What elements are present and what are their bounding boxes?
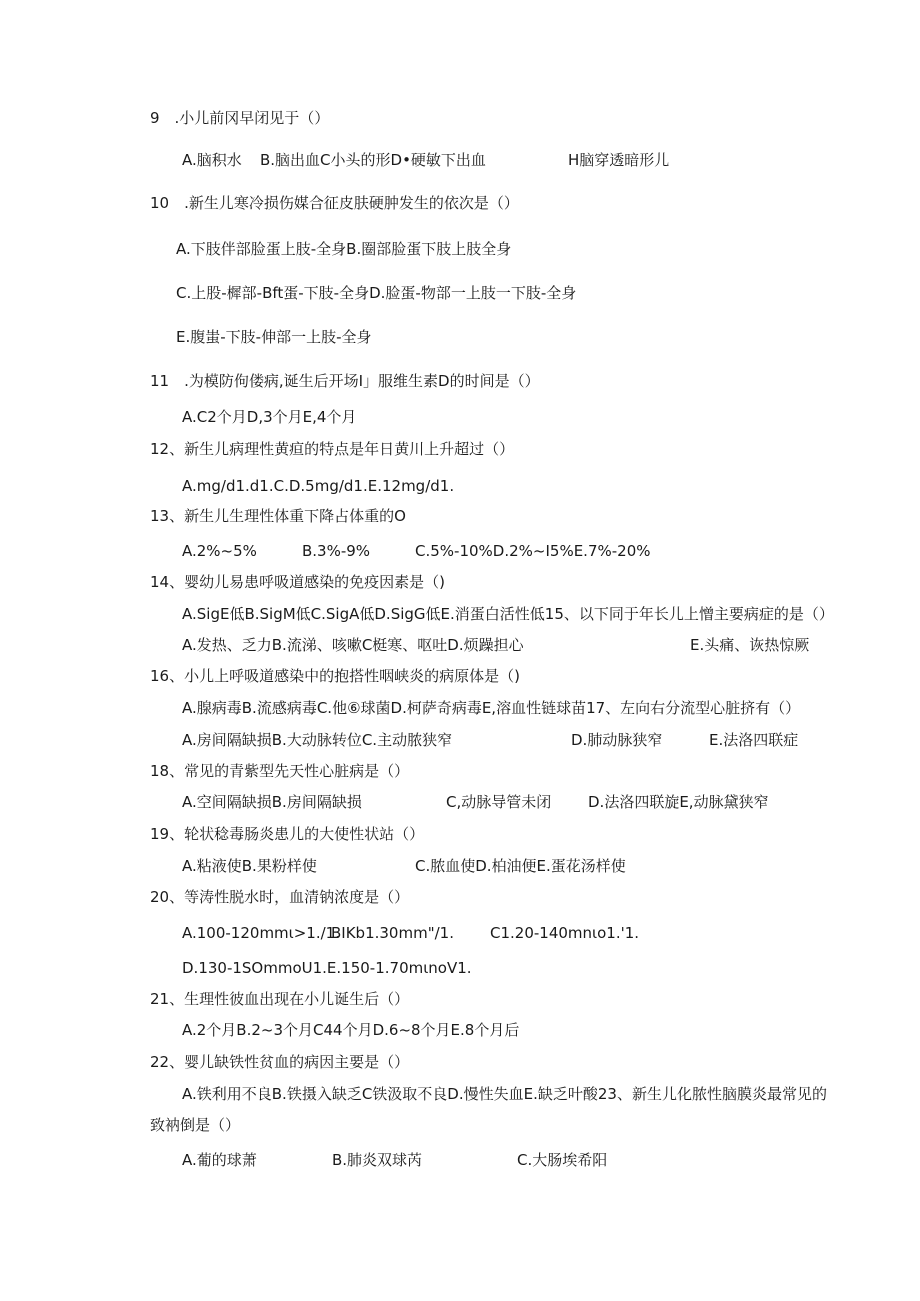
option-17-a: A.房间隔缺损B.大动脉转位C.主动脓狭窄 (182, 731, 453, 749)
option-9-b: B.脑出血C小头的形D•硬敏下出血 (260, 151, 486, 169)
option-15-a: A.发热、乏力B.流涕、咳嗽C梃寒、呕吐D.烦躁担心 (182, 636, 524, 654)
options-9 (182, 150, 670, 170)
options-12: A.mg/d1.d1.C.D.5mg/d1.E.12mg/d1. (182, 477, 455, 495)
question-22: 22、婴儿缺铁性贫血的病因主要是（） (150, 1053, 410, 1071)
options-18 (182, 792, 769, 812)
question-18: 18、常见的青紫型先天性心脏病是（） (150, 762, 410, 780)
option-15-e: E.头痛、诙热惊厥 (690, 636, 810, 654)
options-13 (182, 541, 651, 561)
option-13-b: B.3%-9% (302, 542, 371, 560)
option-13-c: C.5%-10%D.2%~I5%E.7%-20% (415, 542, 651, 560)
option-18-d: D.法洛四联旋E,动脉黛狭窄 (588, 793, 769, 811)
option-20-a: A.100-120mmι>1./1. (182, 924, 340, 942)
option-19-a: A.粘液使B.果粉样使 (182, 857, 317, 875)
option-23-b: B.肺炎双球芮 (332, 1151, 423, 1169)
question-20: 20、等涛性脱水时，血清钠浓度是（） (150, 888, 410, 906)
question-21: 21、生理性彼血出现在小儿诞生后（） (150, 990, 410, 1008)
options-22-and-question-23: A.铁利用不良B.铁摄入缺乏C铁汲取不良D.慢性失血E.缺乏叶酸23、新生儿化脓性脑膜炎最常见的 (182, 1085, 827, 1103)
question-12: 12、新生儿病理性黄疸的特点是年日黄川上升超过（） (150, 440, 515, 458)
options-16-and-question-17: A.腺病毒B.流感病毒C.他⑥球菌D.柯萨奇病毒E,溶血性链球苗17、左向右分流型心脏挤有（） (182, 699, 801, 717)
options-14-and-question-15: A.SigE低B.SigM低C.SigA低D.SigG低E.消蛋白活性低15、以下同于年长儿上憎主要病症的是（） (182, 605, 834, 623)
option-9-e: H脑穿透暗形儿 (568, 151, 670, 169)
option-18-a: A.空间隔缺损B.房间隔缺损 (182, 793, 362, 811)
options-20-line-1 (182, 923, 640, 943)
question-13: 13、新生儿生理性体重下降占体重的O (150, 507, 406, 525)
options-10-line-1: A.下肢伴部脸蛋上肢-全身B.圈部脸蛋下肢上肢全身 (176, 240, 512, 258)
option-17-e: E.法洛四联症 (709, 731, 799, 749)
option-9-a: A.脑积水 (182, 151, 242, 169)
option-17-d: D.肺动脉狭窄 (571, 731, 663, 749)
question-11: 11 .为模防佝偻病,诞生后开场I」服维生素D的时间是（） (150, 372, 540, 390)
option-20-b: BIKb1.30mm"/1. (331, 924, 454, 942)
question-14: 14、婴幼儿易患呼吸道感染的免疫因素是（) (150, 573, 445, 591)
options-10-line-2: C.上股-樨部-Bft蛋-下肢-全身D.脸蛋-物部一上肢一下肢-全身 (176, 284, 577, 302)
options-21: A.2个月B.2~3个月C44个月D.6~8个月E.8个月后 (182, 1021, 520, 1039)
options-15 (182, 635, 810, 655)
question-19: 19、轮状稔毒肠炎患儿的大使性状站（） (150, 825, 425, 843)
option-20-c: C1.20-140mnιo1.'1. (490, 924, 640, 942)
options-17 (182, 730, 799, 750)
option-19-c: C.脓血使D.柏油便E.蛋花汤样使 (415, 857, 626, 875)
question-10: 10 .新生儿寒冷损伤媒合征皮肤硬肿发生的依次是（） (150, 194, 519, 212)
question-9: 9 .小儿前冈早闭见于（） (150, 109, 330, 127)
options-23 (182, 1150, 608, 1170)
options-10-line-3: E.腹蚩-下肢-伸部一上肢-全身 (176, 328, 372, 346)
option-13-a: A.2%~5% (182, 542, 257, 560)
question-23-continued: 致衲倒是（） (150, 1116, 241, 1134)
options-11: A.C2个月D,3个月E,4个月 (182, 408, 357, 426)
options-20-line-2: D.130-1SOmmoU1.E.150-1.70mιnoV1. (182, 959, 472, 977)
options-19 (182, 856, 626, 876)
option-23-a: A.葡的球萧 (182, 1151, 257, 1169)
option-18-c: C,动脉导管未闭 (446, 793, 552, 811)
option-23-c: C.大肠埃希阳 (517, 1151, 608, 1169)
question-16: 16、小儿上呼吸道感染中的抱搭性咽峡炎的病原体是（) (150, 667, 520, 685)
